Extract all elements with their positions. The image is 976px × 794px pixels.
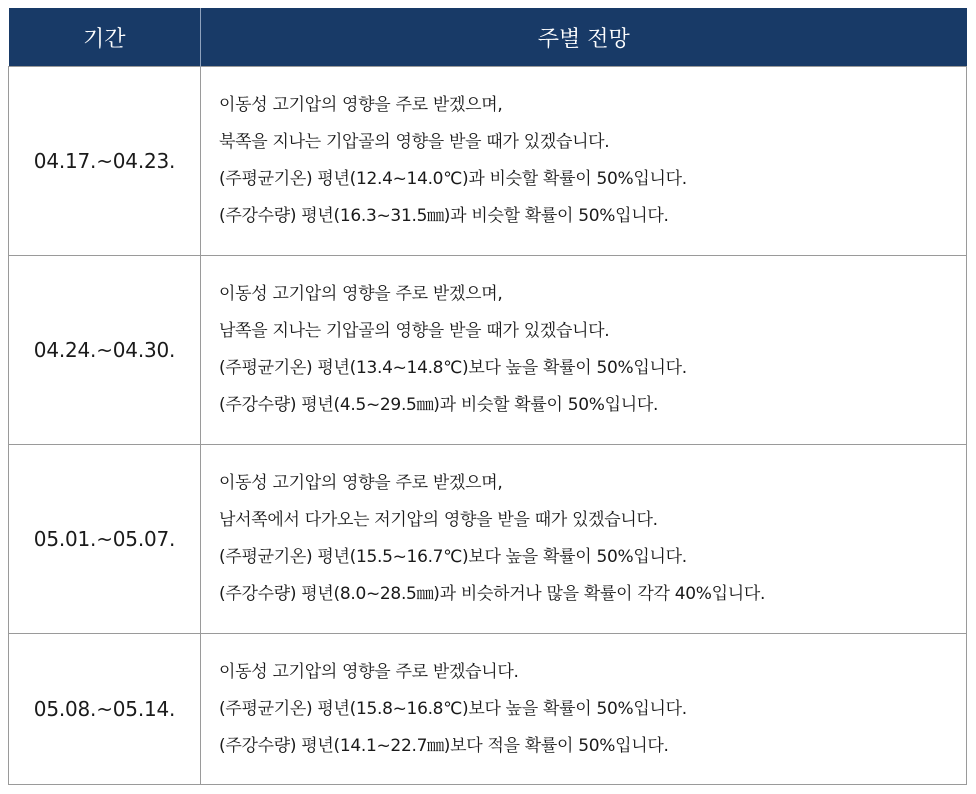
forecast-line: (주평균기온) 평년(15.5~16.7℃)보다 높을 확률이 50%입니다. bbox=[219, 547, 687, 567]
forecast-line: (주강수량) 평년(4.5~29.5㎜)과 비슷할 확률이 50%입니다. bbox=[219, 395, 659, 415]
period-cell: 04.17.~04.23. bbox=[9, 67, 201, 256]
forecast-cell bbox=[201, 634, 967, 785]
header-period: 기간 bbox=[9, 8, 201, 67]
forecast-line: 이동성 고기압의 영향을 주로 받겠으며, bbox=[219, 473, 503, 493]
period-cell: 04.24.~04.30. bbox=[9, 256, 201, 445]
forecast-line: (주강수량) 평년(16.3~31.5㎜)과 비슷할 확률이 50%입니다. bbox=[219, 206, 669, 226]
forecast-cell bbox=[201, 67, 967, 256]
period-cell: 05.01.~05.07. bbox=[9, 445, 201, 634]
forecast-line: 남쪽을 지나는 기압골의 영향을 받을 때가 있겠습니다. bbox=[219, 321, 610, 341]
table-row bbox=[9, 634, 967, 785]
table-row bbox=[9, 256, 967, 445]
forecast-line: 이동성 고기압의 영향을 주로 받겠으며, bbox=[219, 284, 503, 304]
forecast-line: 남서쪽에서 다가오는 저기압의 영향을 받을 때가 있겠습니다. bbox=[219, 510, 658, 530]
forecast-line: (주강수량) 평년(14.1~22.7㎜)보다 적을 확률이 50%입니다. bbox=[219, 735, 669, 756]
forecast-line: (주강수량) 평년(8.0~28.5㎜)과 비슷하거나 많을 확률이 각각 40%입니다. bbox=[219, 584, 766, 604]
period-cell: 05.08.~05.14. bbox=[9, 634, 201, 785]
table-row bbox=[9, 445, 967, 634]
forecast-line: 이동성 고기압의 영향을 주로 받겠으며, bbox=[219, 95, 503, 115]
table-row bbox=[9, 67, 967, 256]
header-row bbox=[9, 8, 967, 67]
forecast-cell bbox=[201, 256, 967, 445]
forecast-line: (주평균기온) 평년(12.4~14.0℃)과 비슷할 확률이 50%입니다. bbox=[219, 169, 687, 189]
weekly-forecast-table bbox=[8, 8, 967, 785]
forecast-cell bbox=[201, 445, 967, 634]
forecast-line: (주평균기온) 평년(13.4~14.8℃)보다 높을 확률이 50%입니다. bbox=[219, 358, 687, 378]
forecast-line: 북쪽을 지나는 기압골의 영향을 받을 때가 있겠습니다. bbox=[219, 132, 610, 152]
forecast-line: (주평균기온) 평년(15.8~16.8℃)보다 높을 확률이 50%입니다. bbox=[219, 698, 687, 719]
forecast-line: 이동성 고기압의 영향을 주로 받겠습니다. bbox=[219, 661, 519, 682]
header-forecast: 주별 전망 bbox=[201, 8, 967, 67]
